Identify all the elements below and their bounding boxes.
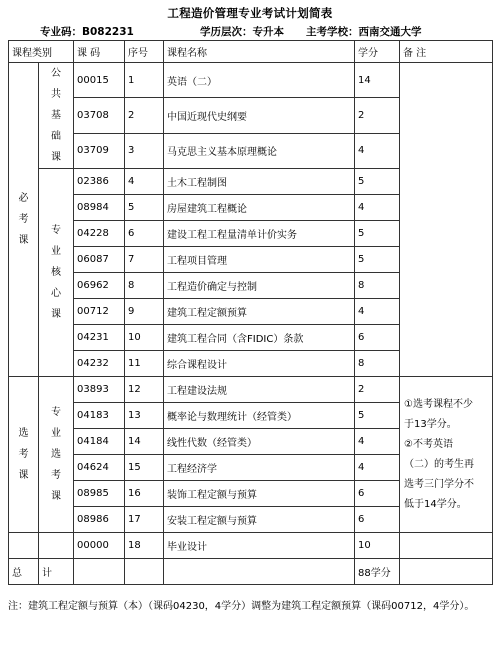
total-label-1: 总: [9, 559, 39, 585]
header-seq: 序号: [125, 41, 164, 63]
header-credits: 学分: [355, 41, 400, 63]
course-credits: 4: [355, 299, 400, 325]
course-seq: 17: [125, 507, 164, 533]
course-code: 04184: [74, 429, 125, 455]
course-seq: 13: [125, 403, 164, 429]
course-credits: 6: [355, 507, 400, 533]
course-name: 中国近现代史纲要: [164, 98, 355, 133]
course-name: 建筑工程定额预算: [164, 299, 355, 325]
course-name: 工程项目管理: [164, 247, 355, 273]
course-credits: 8: [355, 273, 400, 299]
course-name: 综合课程设计: [164, 351, 355, 377]
exam-plan-table: [8, 40, 493, 585]
total-label-2: 计: [39, 559, 74, 585]
course-seq: 2: [125, 98, 164, 133]
header-note: 备 注: [400, 41, 493, 63]
footnote: 注：建筑工程定额与预算（本）（课码04230，4学分）调整为建筑工程定额预算（课码00712，4学分）。: [8, 601, 475, 612]
course-credits: 5: [355, 169, 400, 195]
course-name: 工程造价确定与控制: [164, 273, 355, 299]
group-core: [39, 169, 74, 377]
course-code: 00015: [74, 63, 125, 98]
course-code: 03709: [74, 133, 125, 168]
course-name: 英语（二）: [164, 63, 355, 98]
course-code: 04183: [74, 403, 125, 429]
header-category: 课程类别: [9, 41, 74, 63]
course-name: 毕业设计: [164, 533, 355, 559]
course-credits: 4: [355, 429, 400, 455]
note-required: [400, 63, 493, 377]
elective-note-line: ①选考课程不少: [404, 398, 473, 410]
empty-subcategory-cell: [39, 533, 74, 559]
group-required-label: 必考课: [18, 193, 29, 246]
course-seq: 1: [125, 63, 164, 98]
course-code: 08986: [74, 507, 125, 533]
elective-note-line: 于13学分。: [404, 418, 457, 430]
course-credits: 8: [355, 351, 400, 377]
course-seq: 4: [125, 169, 164, 195]
table-row: [9, 533, 493, 559]
course-code: 04232: [74, 351, 125, 377]
empty-name-cell: [164, 559, 355, 585]
course-seq: 5: [125, 195, 164, 221]
table-row: [9, 377, 493, 403]
course-name: 概率论与数理统计（经管类）: [164, 403, 355, 429]
total-row: [9, 559, 493, 585]
course-credits: 2: [355, 377, 400, 403]
course-seq: 16: [125, 481, 164, 507]
course-seq: 3: [125, 133, 164, 168]
empty-note-cell: [400, 533, 493, 559]
exam-school: 主考学校：西南交通大学: [306, 26, 422, 38]
course-name: 建筑工程合同（含FIDIC）条款: [164, 325, 355, 351]
course-credits: 14: [355, 63, 400, 98]
course-name: 建设工程工程量清单计价实务: [164, 221, 355, 247]
course-name: 安装工程定额与预算: [164, 507, 355, 533]
course-code: 00000: [74, 533, 125, 559]
course-seq: 18: [125, 533, 164, 559]
group-public-label: 公共基础课: [51, 68, 61, 163]
course-credits: 6: [355, 481, 400, 507]
course-code: 08984: [74, 195, 125, 221]
empty-category-cell: [9, 533, 39, 559]
elective-note-line: 低于14学分。: [404, 498, 467, 510]
course-credits: 6: [355, 325, 400, 351]
course-code: 04228: [74, 221, 125, 247]
course-credits: 5: [355, 403, 400, 429]
elective-note: [400, 377, 493, 533]
header-code: 课 码: [74, 41, 125, 63]
course-code: 06962: [74, 273, 125, 299]
page-title: 工程造价管理专业考试计划简表: [167, 6, 333, 20]
course-name: 工程建设法规: [164, 377, 355, 403]
course-seq: 11: [125, 351, 164, 377]
elective-note-line: 选考三门学分不: [404, 478, 474, 490]
table-header-row: [9, 41, 493, 63]
course-credits: 4: [355, 133, 400, 168]
empty-note-cell: [400, 559, 493, 585]
course-name: 装饰工程定额与预算: [164, 481, 355, 507]
elective-note-line: ②不考英语: [404, 438, 453, 450]
course-seq: 9: [125, 299, 164, 325]
course-name: 工程经济学: [164, 455, 355, 481]
course-credits: 5: [355, 247, 400, 273]
course-name: 土木工程制图: [164, 169, 355, 195]
course-code: 04624: [74, 455, 125, 481]
course-code: 00712: [74, 299, 125, 325]
course-code: 06087: [74, 247, 125, 273]
group-core-label: 专业核心课: [51, 225, 61, 320]
empty-code-cell: [74, 559, 125, 585]
group-public: [39, 63, 74, 169]
course-credits: 10: [355, 533, 400, 559]
course-seq: 14: [125, 429, 164, 455]
header-name: 课程名称: [164, 41, 355, 63]
course-credits: 4: [355, 455, 400, 481]
group-elective: [9, 377, 39, 533]
table-row: [9, 63, 493, 98]
group-required: [9, 63, 39, 377]
course-name: 线性代数（经管类）: [164, 429, 355, 455]
major-code: 专业码：B082231: [40, 26, 134, 38]
course-credits: 4: [355, 195, 400, 221]
empty-seq-cell: [125, 559, 164, 585]
course-seq: 10: [125, 325, 164, 351]
course-name: 马克思主义基本原理概论: [164, 133, 355, 168]
group-elective-sub: [39, 377, 74, 533]
course-code: 03708: [74, 98, 125, 133]
course-code: 02386: [74, 169, 125, 195]
group-elective-sub-label: 专业选考课: [51, 407, 61, 502]
education-level: 学历层次：专升本: [200, 26, 284, 38]
course-seq: 6: [125, 221, 164, 247]
course-seq: 12: [125, 377, 164, 403]
course-seq: 15: [125, 455, 164, 481]
group-elective-label: 选考课: [18, 428, 29, 481]
course-code: 04231: [74, 325, 125, 351]
course-code: 03893: [74, 377, 125, 403]
course-credits: 5: [355, 221, 400, 247]
course-seq: 8: [125, 273, 164, 299]
course-code: 08985: [74, 481, 125, 507]
course-credits: 2: [355, 98, 400, 133]
elective-note-line: （二）的考生再: [404, 458, 474, 470]
course-name: 房屋建筑工程概论: [164, 195, 355, 221]
total-credits: 88学分: [355, 559, 400, 585]
course-seq: 7: [125, 247, 164, 273]
